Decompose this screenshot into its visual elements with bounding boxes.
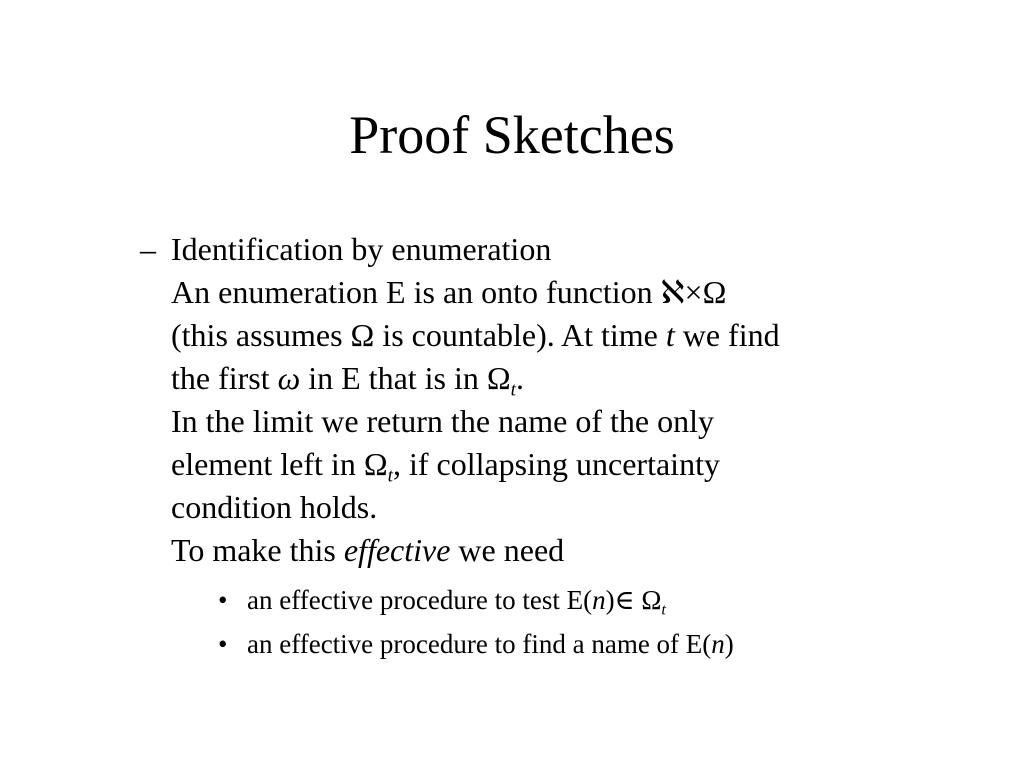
math-subscript: t: [387, 465, 393, 487]
item-body: [171, 228, 960, 666]
line-enumeration-definition: [171, 271, 960, 314]
math-variable: t: [665, 317, 675, 353]
bullet-item-test: [171, 578, 960, 622]
text-segment: element left in Ω: [171, 446, 388, 482]
text-segment: we need: [450, 532, 565, 568]
text-segment: (this assumes Ω is countable). At time: [171, 317, 666, 353]
math-subscript: t: [661, 600, 666, 619]
math-subscript: t: [510, 379, 517, 401]
math-variable: n: [711, 629, 725, 659]
math-symbol: ℵ×Ω: [660, 274, 727, 310]
line-first-omega: [171, 357, 960, 400]
line-make-effective: [171, 529, 960, 572]
bullet-item-find-name: [171, 622, 960, 666]
dash-marker: –: [140, 231, 156, 267]
line-limit: In the limit we return the name of the only: [171, 403, 714, 439]
text-segment: .: [516, 360, 525, 396]
line-identification: Identification by enumeration: [171, 231, 552, 267]
bullet-marker: •: [218, 585, 228, 615]
outline-item: [140, 228, 960, 666]
line-element-left: [171, 443, 960, 486]
text-segment: an effective procedure to find a name of E(: [247, 629, 712, 659]
text-segment: we find: [674, 317, 780, 353]
text-segment: )∈ Ω: [605, 585, 662, 615]
bullet-list: [171, 578, 960, 666]
line-countable: [171, 314, 960, 357]
math-variable: n: [592, 585, 606, 615]
text-segment: , if collapsing uncertainty: [392, 446, 720, 482]
math-variable: ω: [277, 360, 301, 396]
text-segment: ): [724, 629, 734, 659]
emphasis-text: effective: [343, 532, 451, 568]
slide-title: Proof Sketches: [349, 105, 675, 165]
bullet-marker: •: [218, 629, 228, 659]
text-segment: An enumeration E is an onto function: [171, 274, 661, 310]
text-segment: the first: [171, 360, 278, 396]
text-segment: To make this: [171, 532, 344, 568]
text-segment: an effective procedure to test E(: [247, 585, 593, 615]
text-segment: in E that is in Ω: [300, 360, 511, 396]
line-condition-holds: condition holds.: [171, 489, 378, 525]
